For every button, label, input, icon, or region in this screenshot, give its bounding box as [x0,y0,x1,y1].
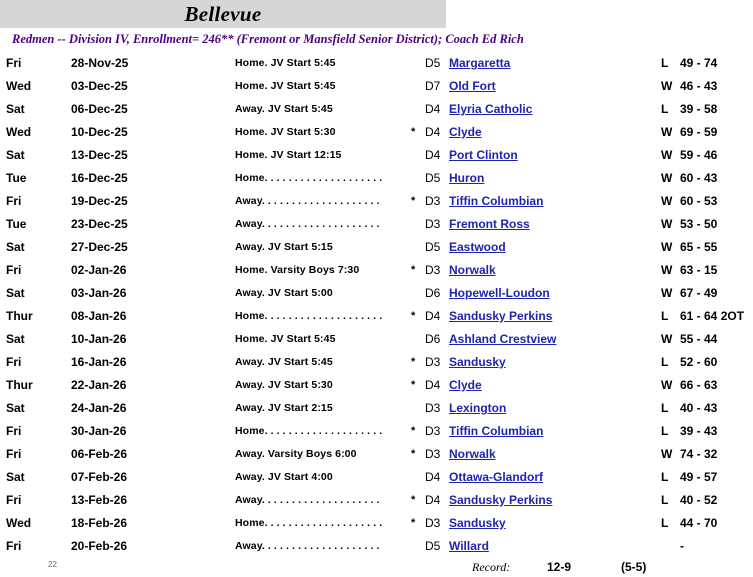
opponent-link[interactable]: Old Fort [449,79,496,93]
league-game-marker: * [411,379,416,391]
game-result: L [661,401,669,415]
game-date: 16-Dec-25 [71,171,128,185]
opponent-division: D4 [425,470,441,484]
league-game-marker: * [411,448,416,460]
opponent-link[interactable]: Lexington [449,401,507,415]
game-score: 59 - 46 [680,148,718,162]
opponent-division: D5 [425,56,441,70]
league-game-marker: * [411,310,416,322]
game-result: L [661,102,669,116]
game-count: 22 [48,560,57,569]
game-location: Home. JV Start 5:45 [235,333,336,345]
game-result: W [661,378,673,392]
game-score: 40 - 52 [680,493,718,507]
schedule-table [0,51,753,557]
game-day: Fri [6,424,22,438]
game-location: Home. JV Start 5:45 [235,80,336,92]
opponent-division: D6 [425,332,441,346]
game-date: 13-Dec-25 [71,148,128,162]
opponent-division: D4 [425,125,441,139]
game-date: 02-Jan-26 [71,263,127,277]
opponent-division: D7 [425,79,441,93]
game-location: Home. . . . . . . . . . . . . . . . . . . . [235,425,383,437]
game-day: Fri [6,493,22,507]
game-score: 74 - 32 [680,447,718,461]
game-score: 39 - 58 [680,102,718,116]
table-row [0,304,753,327]
game-result: W [661,148,673,162]
game-day: Thur [6,378,33,392]
game-day: Sat [6,240,25,254]
game-day: Wed [6,516,32,530]
game-date: 19-Dec-25 [71,194,128,208]
page-title: Bellevue [184,1,262,26]
game-score: 63 - 15 [680,263,718,277]
table-row [0,350,753,373]
opponent-division: D4 [425,378,441,392]
opponent-division: D3 [425,424,441,438]
opponent-division: D3 [425,217,441,231]
opponent-division: D4 [425,493,441,507]
table-row [0,166,753,189]
game-day: Wed [6,125,32,139]
game-result: W [661,125,673,139]
game-location: Away. JV Start 5:45 [235,356,333,368]
game-day: Fri [6,539,22,553]
opponent-division: D6 [425,286,441,300]
game-result: W [661,171,673,185]
league-game-marker: * [411,425,416,437]
game-location: Away. Varsity Boys 6:00 [235,448,357,460]
opponent-link[interactable]: Port Clinton [449,148,518,162]
opponent-division: D3 [425,263,441,277]
game-score: 44 - 70 [680,516,718,530]
table-row [0,120,753,143]
game-day: Tue [6,217,27,231]
game-result: L [661,470,669,484]
opponent-link[interactable]: Sandusky Perkins [449,309,553,323]
opponent-link[interactable]: Tiffin Columbian [449,194,544,208]
opponent-division: D3 [425,194,441,208]
game-location: Home. JV Start 5:45 [235,57,336,69]
game-date: 13-Feb-26 [71,493,128,507]
opponent-division: D5 [425,240,441,254]
game-day: Fri [6,355,22,369]
table-row [0,281,753,304]
game-score: 49 - 74 [680,56,718,70]
game-day: Sat [6,102,25,116]
game-date: 06-Feb-26 [71,447,128,461]
record-label: Record: [472,560,511,574]
table-row [0,235,753,258]
game-score: 49 - 57 [680,470,718,484]
table-row [0,74,753,97]
game-date: 16-Jan-26 [71,355,127,369]
game-day: Sat [6,470,25,484]
opponent-link[interactable]: Ottawa-Glandorf [449,470,544,484]
opponent-link[interactable]: Hopewell-Loudon [449,286,550,300]
game-date: 27-Dec-25 [71,240,128,254]
opponent-link[interactable]: Sandusky Perkins [449,493,553,507]
table-row [0,465,753,488]
game-date: 10-Dec-25 [71,125,128,139]
game-location: Home. . . . . . . . . . . . . . . . . . . . [235,310,383,322]
opponent-link[interactable]: Tiffin Columbian [449,424,544,438]
game-day: Fri [6,263,22,277]
table-row [0,419,753,442]
game-location: Away. . . . . . . . . . . . . . . . . . . . [235,218,380,230]
game-result: W [661,240,673,254]
game-day: Sat [6,332,25,346]
title-banner [0,0,446,28]
opponent-link[interactable]: Fremont Ross [449,217,530,231]
game-result: W [661,286,673,300]
game-location: Home. . . . . . . . . . . . . . . . . . . . [235,517,383,529]
table-row [0,396,753,419]
opponent-link[interactable]: Willard [449,539,489,553]
game-location: Home. JV Start 12:15 [235,149,342,161]
table-row [0,534,753,557]
table-row [0,212,753,235]
game-location: Away. JV Start 5:00 [235,287,333,299]
game-day: Fri [6,56,22,70]
game-date: 08-Jan-26 [71,309,127,323]
league-game-marker: * [411,517,416,529]
opponent-division: D3 [425,516,441,530]
game-score: 67 - 49 [680,286,718,300]
game-score: 66 - 63 [680,378,718,392]
game-score: 46 - 43 [680,79,718,93]
game-location: Away. . . . . . . . . . . . . . . . . . . . [235,494,380,506]
table-row [0,258,753,281]
game-result: L [661,424,669,438]
game-date: 18-Feb-26 [71,516,128,530]
league-game-marker: * [411,195,416,207]
game-result: L [661,516,669,530]
game-score: 60 - 43 [680,171,718,185]
game-date: 03-Jan-26 [71,286,127,300]
game-day: Tue [6,171,27,185]
table-row [0,327,753,350]
opponent-division: D3 [425,447,441,461]
opponent-division: D4 [425,309,441,323]
team-subtitle: Redmen -- Division IV, Enrollment= 246** (Fremont or Mansfield Senior District); Coach Ed Rich [12,32,524,46]
game-date: 30-Jan-26 [71,424,127,438]
game-result: W [661,217,673,231]
game-score: 60 - 53 [680,194,718,208]
table-row [0,511,753,534]
opponent-link[interactable]: Ashland Crestview [449,332,557,346]
game-score: 65 - 55 [680,240,718,254]
division-record: (5-5) [621,560,647,574]
game-score: 39 - 43 [680,424,718,438]
game-score: 40 - 43 [680,401,718,415]
game-day: Wed [6,79,32,93]
game-location: Away. JV Start 4:00 [235,471,333,483]
game-result: L [661,56,669,70]
game-location: Home. JV Start 5:30 [235,126,336,138]
game-date: 23-Dec-25 [71,217,128,231]
game-score: 53 - 50 [680,217,718,231]
opponent-link[interactable]: Sandusky [449,516,506,530]
game-day: Sat [6,148,25,162]
game-score: 61 - 64 2OT [680,309,745,323]
opponent-division: D3 [425,355,441,369]
game-date: 22-Jan-26 [71,378,127,392]
opponent-link[interactable]: Margaretta [449,56,511,70]
game-day: Sat [6,286,25,300]
game-date: 07-Feb-26 [71,470,128,484]
table-row [0,143,753,166]
game-score: 69 - 59 [680,125,718,139]
game-location: Away. JV Start 5:45 [235,103,333,115]
opponent-link[interactable]: Norwalk [449,263,496,277]
game-location: Away. . . . . . . . . . . . . . . . . . . . [235,195,380,207]
opponent-link[interactable]: Elyria Catholic [449,102,533,116]
game-result: W [661,332,673,346]
game-result: L [661,355,669,369]
game-result: L [661,493,669,507]
game-result: W [661,263,673,277]
game-result: W [661,79,673,93]
game-day: Fri [6,194,22,208]
game-result: L [661,309,669,323]
game-location: Home. Varsity Boys 7:30 [235,264,360,276]
game-date: 06-Dec-25 [71,102,128,116]
league-game-marker: * [411,356,416,368]
table-row [0,189,753,212]
table-row [0,488,753,511]
game-score: 52 - 60 [680,355,718,369]
opponent-link[interactable]: Huron [449,171,485,185]
league-game-marker: * [411,126,416,138]
opponent-division: D5 [425,171,441,185]
opponent-link[interactable]: Clyde [449,378,482,392]
game-location: Home. . . . . . . . . . . . . . . . . . . . [235,172,383,184]
game-location: Away. JV Start 5:15 [235,241,333,253]
game-location: Away. JV Start 5:30 [235,379,333,391]
opponent-link[interactable]: Norwalk [449,447,496,461]
table-row [0,97,753,120]
opponent-division: D4 [425,102,441,116]
opponent-division: D5 [425,539,441,553]
opponent-division: D4 [425,148,441,162]
league-game-marker: * [411,494,416,506]
game-date: 10-Jan-26 [71,332,127,346]
game-result: W [661,194,673,208]
table-row [0,373,753,396]
game-date: 03-Dec-25 [71,79,128,93]
table-row [0,51,753,74]
league-game-marker: * [411,264,416,276]
game-location: Away. . . . . . . . . . . . . . . . . . . . [235,540,380,552]
overall-record: 12-9 [547,560,572,574]
table-row [0,442,753,465]
game-location: Away. JV Start 2:15 [235,402,333,414]
opponent-link[interactable]: Eastwood [449,240,506,254]
game-score: - [680,539,684,553]
record-footer [0,557,753,577]
game-score: 55 - 44 [680,332,718,346]
game-date: 28-Nov-25 [71,56,129,70]
opponent-link[interactable]: Clyde [449,125,482,139]
game-result: W [661,447,673,461]
game-day: Fri [6,447,22,461]
opponent-division: D3 [425,401,441,415]
game-day: Thur [6,309,33,323]
game-date: 20-Feb-26 [71,539,128,553]
game-day: Sat [6,401,25,415]
opponent-link[interactable]: Sandusky [449,355,506,369]
game-date: 24-Jan-26 [71,401,127,415]
